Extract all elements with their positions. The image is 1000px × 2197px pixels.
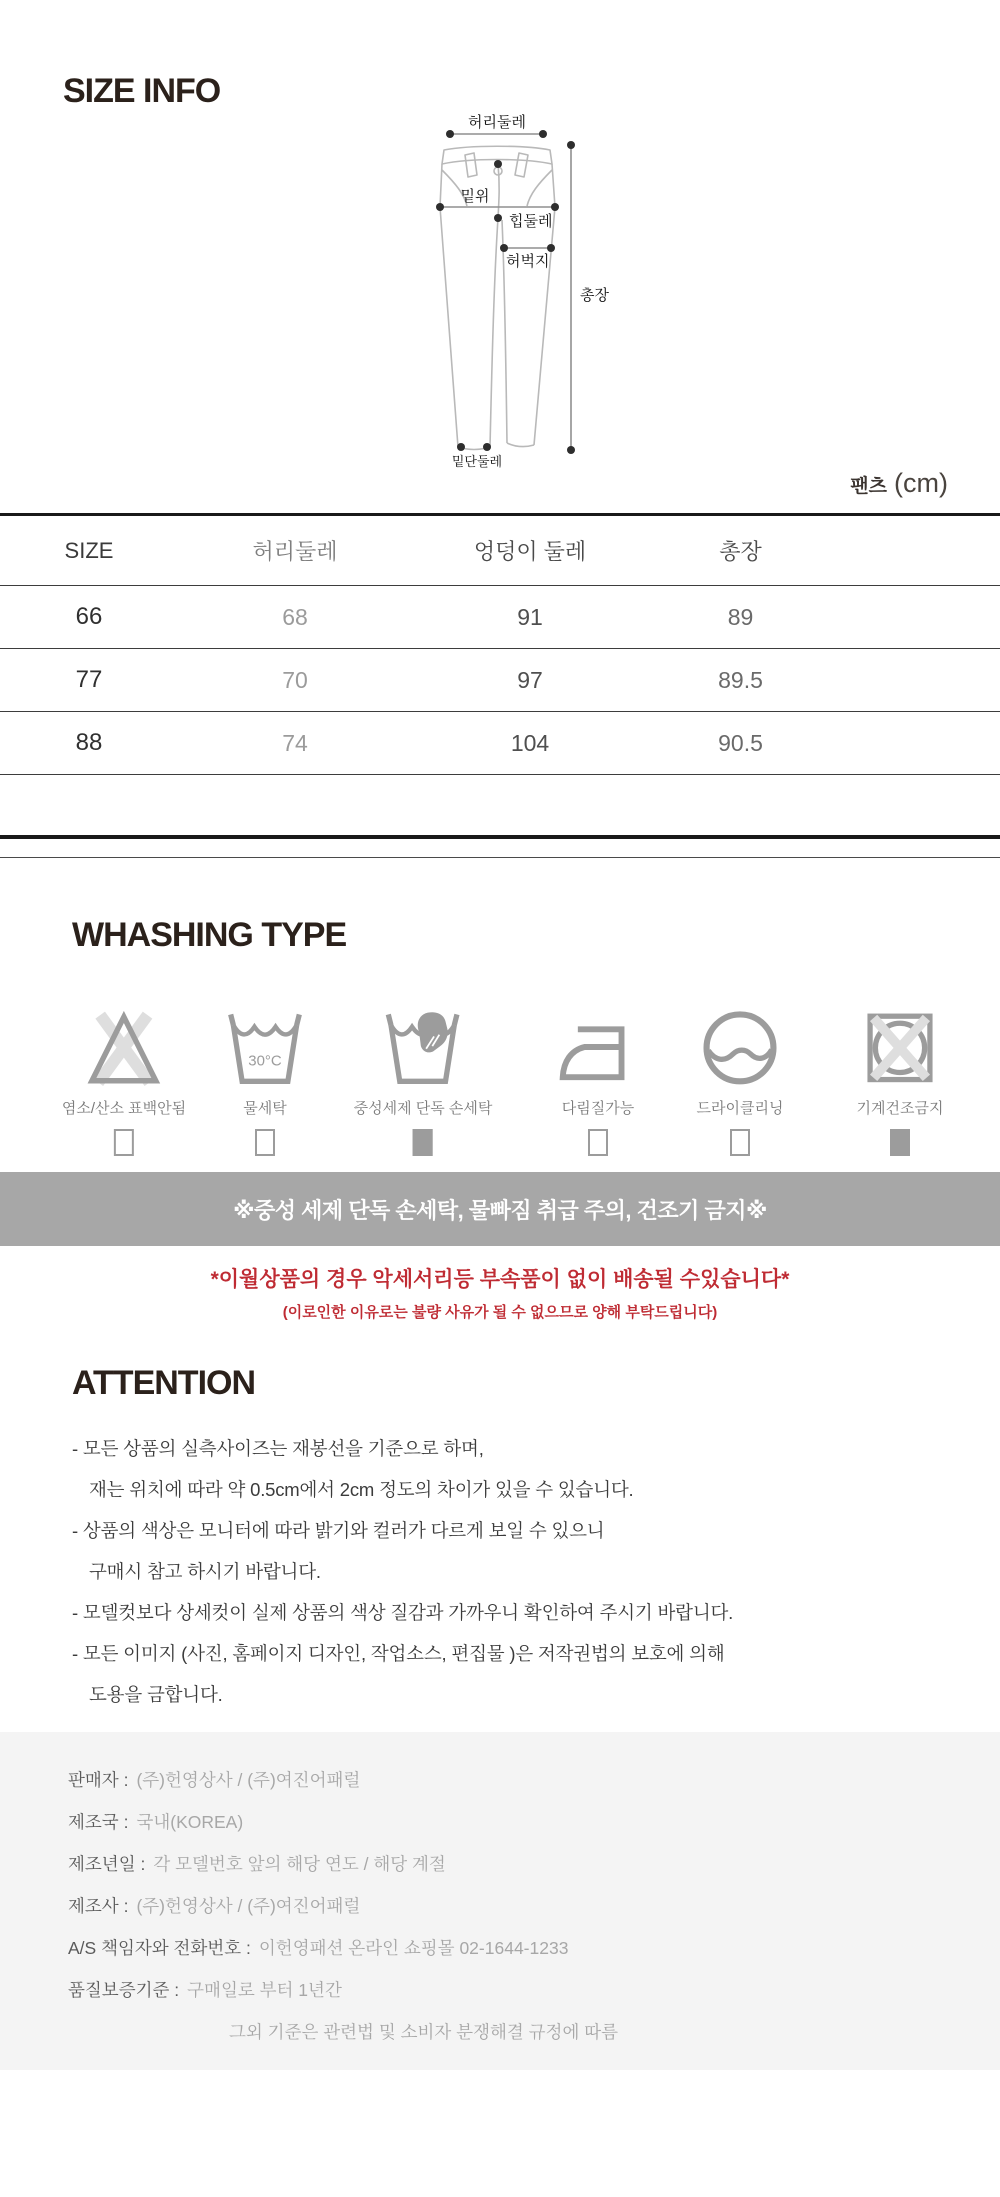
table-unit-label bbox=[850, 468, 948, 499]
hand-wash-icon bbox=[379, 1006, 467, 1088]
rise-label: 밑위 bbox=[460, 188, 490, 205]
machine-wash-30c-icon bbox=[221, 1006, 309, 1088]
care-warning-text: ※중성 세제 단독 손세탁, 물빠짐 취급 주의, 건조기 금지※ bbox=[233, 1197, 767, 1223]
table-row bbox=[0, 586, 1000, 649]
country-row bbox=[68, 1801, 1000, 1843]
col-header-hip: 엉덩이 둘레 bbox=[473, 539, 587, 564]
size-cell: 66 bbox=[75, 603, 103, 630]
table-row bbox=[0, 712, 1000, 775]
seller-row bbox=[68, 1759, 1000, 1801]
wash-item-no-tumble-dry bbox=[856, 1006, 944, 1156]
wash-item-dry-clean bbox=[696, 1006, 784, 1156]
length-cell: 89.5 bbox=[718, 666, 763, 693]
attention-line: 구매시 참고 하시기 바랍니다. bbox=[89, 1561, 321, 1582]
info-value: 이헌영패션 온라인 쇼핑몰 02-1644-1233 bbox=[258, 1938, 569, 1958]
wash-checkbox bbox=[890, 1129, 910, 1156]
col-header-length: 총장 bbox=[719, 539, 762, 564]
info-label: A/S 책임자와 전화번호 : bbox=[68, 1938, 251, 1958]
manufacturer-row bbox=[68, 1885, 1000, 1927]
iron-icon bbox=[556, 1006, 640, 1088]
info-value: 국내(KOREA) bbox=[136, 1812, 244, 1832]
wash-checkbox bbox=[730, 1129, 750, 1156]
warranty-row bbox=[68, 1969, 1000, 2011]
hip-cell: 104 bbox=[510, 729, 550, 756]
waist-label: 허리둘레 bbox=[468, 114, 526, 131]
as-contact-row bbox=[68, 1927, 1000, 1969]
attention-line: 재는 위치에 따라 약 0.5cm에서 2cm 정도의 차이가 있을 수 있습니다. bbox=[89, 1479, 634, 1500]
info-label: 제조사 : bbox=[68, 1896, 129, 1916]
size-table-header-row bbox=[0, 515, 1000, 586]
attention-line: - 상품의 색상은 모니터에 따라 밝기와 컬러가 다르게 보일 수 있으니 bbox=[72, 1520, 605, 1541]
info-value: 구매일로 부터 1년간 bbox=[187, 1980, 342, 2000]
hip-cell: 91 bbox=[517, 603, 543, 630]
size-cell: 77 bbox=[75, 666, 103, 693]
wash-item-no-bleach bbox=[62, 1006, 186, 1156]
hem-label: 밑단둘레 bbox=[451, 454, 503, 469]
wash-item-label: 기계건조금지 bbox=[856, 1100, 944, 1117]
waist-cell: 68 bbox=[282, 603, 308, 630]
info-value: 그외 기준은 관련법 및 소비자 분쟁해결 규정에 따름 bbox=[229, 2022, 619, 2042]
carryover-notice-line1: *이월상품의 경우 악세서리등 부속품이 없이 배송될 수있습니다* bbox=[210, 1268, 790, 1291]
info-label: 품질보증기준 : bbox=[68, 1980, 180, 2000]
table-row bbox=[0, 649, 1000, 712]
attention-line: 도용을 금합니다. bbox=[89, 1684, 223, 1705]
care-warning-banner bbox=[0, 1172, 1000, 1246]
wash-item-label: 드라이클리닝 bbox=[696, 1100, 784, 1117]
col-header-size: SIZE bbox=[64, 537, 114, 563]
wash-item-label: 다림질가능 bbox=[561, 1100, 635, 1117]
wash-item-label: 중성세제 단독 손세탁 bbox=[353, 1100, 493, 1117]
hip-cell: 97 bbox=[517, 666, 543, 693]
manufacture-date-row bbox=[68, 1843, 1000, 1885]
thigh-label: 허벅지 bbox=[506, 253, 550, 270]
attention-list bbox=[72, 1428, 952, 1715]
col-header-waist: 허리둘레 bbox=[252, 539, 338, 564]
info-label: 제조국 : bbox=[68, 1812, 129, 1832]
washing-icons-row bbox=[0, 1006, 1000, 1156]
attention-line: - 모든 이미지 (사진, 홈페이지 디자인, 작업소스, 편집물 )은 저작권법의 보호에 의해 bbox=[72, 1643, 725, 1664]
table-underline bbox=[0, 857, 1000, 858]
no-tumble-dry-icon bbox=[856, 1006, 944, 1088]
no-bleach-triangle-icon bbox=[75, 1006, 173, 1088]
attention-title: ATTENTION bbox=[72, 1364, 256, 1402]
wash-item-hand-wash bbox=[354, 1006, 493, 1156]
wash-item-machine-wash bbox=[221, 1006, 309, 1156]
size-cell: 88 bbox=[75, 729, 103, 756]
attention-line: - 모든 상품의 실측사이즈는 재봉선을 기준으로 하며, bbox=[72, 1438, 484, 1459]
wash-item-label: 염소/산소 표백안됨 bbox=[61, 1100, 187, 1117]
unit-garment-label: 팬츠 bbox=[850, 476, 888, 497]
table-empty-row bbox=[0, 775, 1000, 837]
wash-checkbox bbox=[255, 1129, 275, 1156]
length-cell: 89 bbox=[727, 603, 754, 630]
length-cell: 90.5 bbox=[718, 729, 763, 756]
unit-cm-label: (cm) bbox=[894, 468, 948, 498]
wash-checkbox bbox=[114, 1129, 134, 1156]
wash-item-label: 물세탁 bbox=[243, 1100, 287, 1117]
waist-cell: 74 bbox=[282, 729, 308, 756]
dry-clean-icon bbox=[696, 1006, 784, 1088]
info-value: (주)헌영상사 / (주)여진어패럴 bbox=[136, 1896, 361, 1916]
warranty-extra-row bbox=[68, 2011, 1000, 2053]
wash-item-iron bbox=[556, 1006, 640, 1156]
info-value: (주)헌영상사 / (주)여진어패럴 bbox=[136, 1770, 361, 1790]
attention-line: - 모델컷보다 상세컷이 실제 상품의 색상 질감과 가까우니 확인하여 주시기 바랍니다. bbox=[72, 1602, 734, 1623]
wash-checkbox bbox=[413, 1129, 433, 1156]
wash-temp-label: 30°C bbox=[248, 1052, 282, 1070]
size-table bbox=[0, 513, 1000, 839]
info-label: 판매자 : bbox=[68, 1770, 129, 1790]
hip-label: 힙둘레 bbox=[509, 213, 553, 230]
pants-measurement-diagram bbox=[420, 100, 670, 472]
length-label: 총장 bbox=[580, 287, 609, 304]
info-label: 제조년일 : bbox=[68, 1854, 146, 1874]
wash-checkbox bbox=[588, 1129, 608, 1156]
washing-type-title: WHASHING TYPE bbox=[72, 916, 347, 954]
carryover-notice-line2: (이로인한 이유로는 불량 사유가 될 수 없으므로 양해 부탁드립니다) bbox=[282, 1304, 718, 1321]
seller-info-section bbox=[0, 1732, 1000, 2070]
info-value: 각 모델번호 앞의 해당 연도 / 해당 계절 bbox=[153, 1854, 446, 1874]
size-info-title: SIZE INFO bbox=[63, 72, 221, 110]
waist-cell: 70 bbox=[282, 666, 308, 693]
